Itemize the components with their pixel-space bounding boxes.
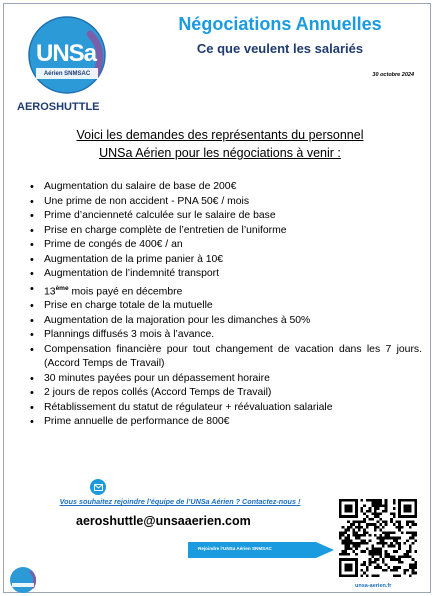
contact-email[interactable]: aeroshuttle@unsaaerien.com (76, 514, 251, 528)
demand-item: • Prise en charge totale de la mutuelle (30, 299, 422, 314)
mail-icon[interactable] (90, 479, 106, 495)
page-subtitle: Ce que veulent les salariés (196, 41, 364, 56)
intro-line-2: UNSa Aérien pour les négociations à venir : (99, 146, 341, 160)
demand-item: • Prime de congés de 400€ / an (30, 238, 422, 253)
unsa-logo-small (8, 565, 38, 595)
demand-item: • Prise en charge complète de l’entretien de l’uniforme (30, 224, 422, 239)
company-name: AEROSHUTTLE (17, 101, 100, 113)
demand-item: • Rétablissement du statut de régulateur + réévaluation salariale (30, 401, 422, 416)
demand-item: • Augmentation de l’indemnité transport (30, 267, 422, 282)
demand-rest: mois payé en décembre (68, 285, 183, 297)
logo-text: UNSa (36, 40, 97, 67)
website-link[interactable]: unsa-aerien.fr (355, 583, 392, 589)
intro-line-1: Voici les demandes des représentants du personnel (76, 128, 364, 142)
demand-item: • Prime d’ancienneté calculée sur le salaire de base (30, 209, 422, 224)
demand-item: • Augmentation de la prime panier à 10€ (30, 253, 422, 268)
demand-item: • Plannings diffusés 3 mois à l’avance. (30, 328, 422, 343)
demand-item: • Augmentation de la majoration pour les dimanches à 50% (30, 314, 422, 329)
demand-item (30, 282, 422, 300)
intro-text (30, 126, 410, 162)
document-date: 30 octobre 2024 (372, 72, 414, 78)
join-label[interactable]: Rejoindre l’UNSa Aérien SNMSAC (198, 546, 272, 551)
page-title: Négociations Annuelles (178, 14, 382, 34)
demand-item: • Prime annuelle de performance de 800€ (30, 415, 422, 430)
demand-item: • Une prime de non accident - PNA 50€ / mois (30, 195, 422, 210)
demands-list (30, 180, 422, 430)
demand-item: • Augmentation du salaire de base de 200€ (30, 180, 422, 195)
logo-subtext: Aérien SNMSAC (43, 71, 91, 77)
demand-item: • 30 minutes payées pour un dépassement horaire (30, 372, 422, 387)
qr-code[interactable] (339, 499, 417, 577)
demand-number: 13 (44, 285, 56, 297)
contact-link[interactable]: Vous souhaitez rejoindre l’équipe de l’UNSa Aérien ? Contactez-nous ! (59, 497, 301, 506)
demand-item: • 2 jours de repos collés (Accord Temps de Travail) (30, 386, 422, 401)
demand-superscript: ème (55, 284, 69, 292)
demand-item: • Compensation financière pour tout changement de vacation dans les 7 jours. (Accord Temps de Travail) (30, 343, 422, 372)
envelope-glyph (94, 484, 103, 491)
